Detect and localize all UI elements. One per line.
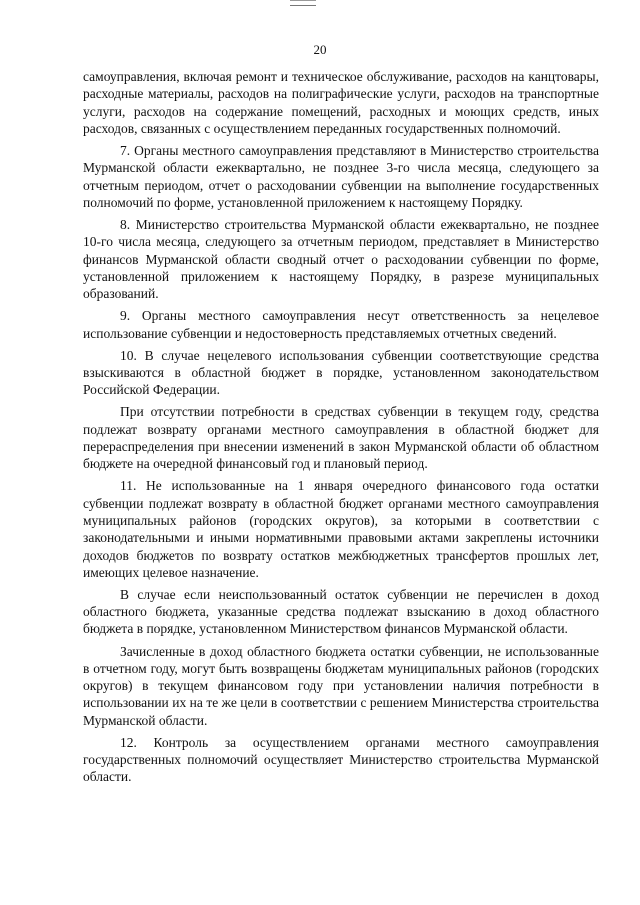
paragraph-1: самоуправления, включая ремонт и техническое обслуживание, расходов на канцтовары, расходные материалы, расходов на полиграфические услуги, расходов на транспортные услуги, расходов на содержание помещений, расходных и моющих средств, иных расходов, связанных с осуществлением переданных государственных полномочий. — [83, 69, 599, 136]
paragraph-9: Зачисленные в доход областного бюджета остатки субвенции, не использованные в отчетном году, могут быть возвращены бюджетам муниципальных районов (городских округов) в текущем финансовом году при установлении наличия потребности в использовании их на те же цели в соответствии с решением Министерства строительства Мурманской области. — [83, 643, 599, 728]
paragraph-7: 11. Не использованные на 1 января очередного финансового года остатки субвенции подлежат возврату в областной бюджет органами местного самоуправления муниципальных районов (городских округов), за которыми в соответствии с законодательными и иными нормативными правовыми актами закреплены источники доходов бюджетов по возврату остатков межбюджетных трансфертов прошлых лет, имеющих целевое назначение. — [83, 478, 599, 580]
paragraph-6: При отсутствии потребности в средствах субвенции в текущем году, средства подлежат возврату органами местного самоуправления в областной бюджет для перераспределения при внесении изменений в закон Мурманской области об областном бюджете на очередной финансовый год и плановый период. — [83, 404, 599, 472]
paragraph-10: 12. Контроль за осуществлением органами местного самоуправления государственных полномочий осуществляет Министерство строительства Мурманской области. — [83, 734, 599, 785]
paragraph-4: 9. Органы местного самоуправления несут ответственность за нецелевое использование субвенции и недостоверность представляемых отчетных сведений. — [83, 308, 599, 341]
page-number: 20 — [313, 42, 327, 57]
paragraph-5: 10. В случае нецелевого использования субвенции соответствующие средства взыскиваются в областной бюджет в порядке, установленном законодательством Российской Федерации. — [83, 347, 599, 398]
paragraph-2: 7. Органы местного самоуправления представляют в Министерство строительства Мурманской области ежеквартально, не позднее 3-го числа месяца, следующего за отчетным периодом, отчет о расходовании субвенции на выполнение государственных полномочий по форме, установленной приложением к настоящему Порядку. — [83, 142, 599, 210]
top-edge-mark — [290, 0, 316, 6]
paragraph-8: В случае если неиспользованный остаток субвенции не перечислен в доход областного бюджета, указанные средства подлежат взысканию в доход областного бюджета в порядке, установленном Министерством финансов Мурманской области. — [83, 586, 599, 637]
paragraph-3: 8. Министерство строительства Мурманской области ежеквартально, не позднее 10-го числа месяца, следующего за отчетным периодом, представляет в Министерство финансов Мурманской области сводный отчет о расходовании субвенции по форме, установленной приложением к настоящему Порядку, в разрезе муниципальных образований. — [83, 216, 599, 302]
document-body — [83, 68, 599, 791]
